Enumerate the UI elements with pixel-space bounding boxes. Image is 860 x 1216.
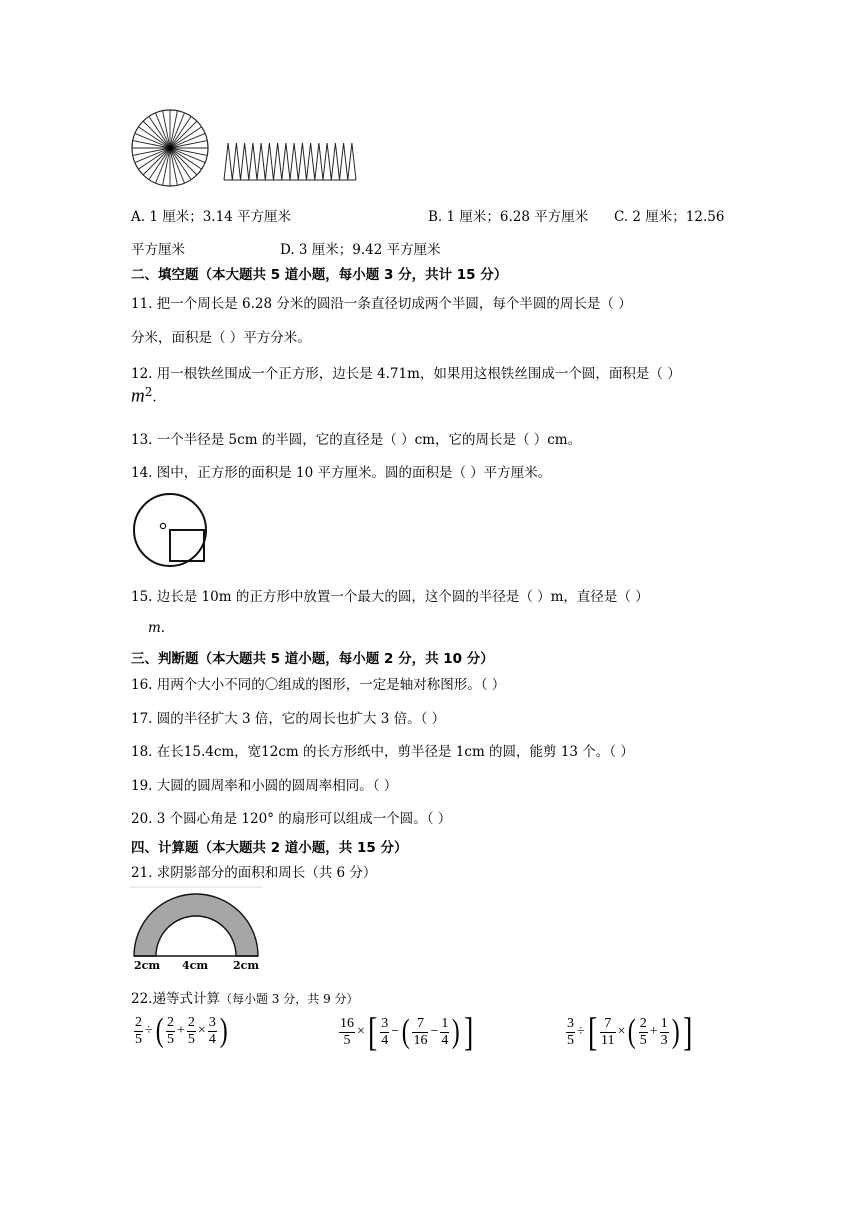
expression-3: $\frac{3}{5}$ ÷ [ $\frac{7}{11}$ × ( $\frac{2}{5}$ + $\frac{1}{3}$ ) ] (567, 1009, 693, 1054)
circle-square-figure (128, 492, 212, 568)
question-19: 19. 大圆的圆周率和小圆的圆周率相同。（ ） (131, 778, 398, 794)
question-20: 20. 3 个圆心角是 120° 的扇形可以组成一个圆。（ ） (131, 811, 452, 827)
fraction: $\frac{1}{4}$ (441, 1015, 449, 1048)
option-d: D. 3 厘米；9.42 平方厘米 (280, 242, 441, 258)
question-11-line1: 11. 把一个周长是 6.28 分米的圆沿一条直径切成两个半圆，每个半圆的周长是（ ） (131, 296, 632, 312)
question-16: 16. 用两个大小不同的〇组成的图形，一定是轴对称图形。（ ） (131, 677, 506, 693)
operator: × (617, 1024, 626, 1039)
question-21: 21. 求阴影部分的面积和周长（共 6 分） (131, 865, 377, 881)
fraction: $\frac{7}{11}$ (601, 1015, 615, 1048)
operator: + (649, 1024, 658, 1039)
fraction: $\frac{2}{5}$ (135, 1014, 142, 1047)
question-13: 13. 一个半径是 5cm 的半圆，它的直径是（ ）cm，它的周长是（ ）cm。 (131, 432, 582, 448)
fraction: $\frac{3}{4}$ (381, 1015, 389, 1048)
period: . (152, 389, 157, 406)
operator: × (357, 1024, 365, 1039)
operator: ÷ (145, 1023, 153, 1038)
question-15-line2: m. (148, 620, 166, 636)
section-heading-judgement: 三、判断题（本大题共 5 道小题，每小题 2 分，共 10 分） (131, 651, 494, 667)
label-right-2cm: 2cm (233, 959, 259, 972)
section-heading-calculation: 四、计算题（本大题共 2 道小题，共 15 分） (131, 840, 408, 856)
question-22-note: （每小题 3 分，共 9 分） (219, 992, 359, 1006)
question-17: 17. 圆的半径扩大 3 倍，它的周长也扩大 3 倍。（ ） (131, 711, 446, 727)
question-22 (131, 987, 359, 1007)
fraction: $\frac{7}{16}$ (413, 1015, 428, 1048)
option-a: A. 1 厘米；3.14 平方厘米 (131, 209, 292, 225)
operator: ÷ (577, 1024, 585, 1039)
fraction: $\frac{1}{3}$ (660, 1015, 668, 1048)
question-22-label: 22.递等式计算 (131, 991, 220, 1007)
label-left-2cm: 2cm (134, 959, 160, 972)
expression-2: $\frac{16}{5}$ × [ $\frac{3}{4}$ − ( $\frac{7}{16}$ − $\frac{1}{4}$ ) ] (340, 1009, 474, 1054)
option-c: C. 2 厘米；12.56 (614, 209, 725, 225)
question-12-unit-line (131, 385, 157, 408)
question-14: 14. 图中，正方形的面积是 10 平方厘米。圆的面积是（ ）平方厘米。 (131, 465, 552, 481)
unit-exponent: 2 (144, 385, 153, 399)
expression-1: $\frac{2}{5}$ ÷ ( $\frac{2}{5}$ + $\frac{2}{5}$ × $\frac{3}{4}$ ) (135, 1012, 228, 1049)
operator: − (391, 1024, 400, 1039)
fraction: $\frac{3}{4}$ (208, 1014, 216, 1047)
label-middle-4cm: 4cm (182, 959, 208, 972)
fraction: $\frac{16}{5}$ (340, 1015, 354, 1048)
operator: + (177, 1023, 185, 1038)
unit-m: m (131, 385, 145, 407)
section-heading-fill-blank: 二、填空题（本大题共 5 道小题，每小题 3 分，共计 15 分） (131, 267, 508, 283)
question-12-line1: 12. 用一根铁丝围成一个正方形，边长是 4.71m，如果用这根铁丝围成一个圆，面积是（ ） (131, 366, 681, 382)
fraction: $\frac{2}{5}$ (167, 1014, 175, 1047)
circle-sectors-figure (130, 108, 210, 188)
option-c-continued: 平方厘米 (131, 242, 185, 258)
question-15-line1: 15. 边长是 10m 的正方形中放置一个最大的圆，这个圆的半径是（ ）m，直径是（ ） (131, 589, 649, 605)
question-11-line2: 分米，面积是（ ）平方分米。 (131, 330, 311, 346)
zigzag-rearranged-figure (222, 140, 358, 182)
fraction: $\frac{3}{5}$ (567, 1015, 574, 1048)
fraction: $\frac{2}{5}$ (187, 1014, 195, 1047)
operator: × (197, 1023, 206, 1038)
option-b: B. 1 厘米；6.28 平方厘米 (428, 209, 589, 225)
question-18: 18. 在长15.4cm，宽12cm 的长方形纸中，剪半径是 1cm 的圆，能剪 13 个。（ ） (131, 744, 634, 760)
fraction: $\frac{2}{5}$ (639, 1015, 647, 1048)
operator: − (430, 1024, 439, 1039)
